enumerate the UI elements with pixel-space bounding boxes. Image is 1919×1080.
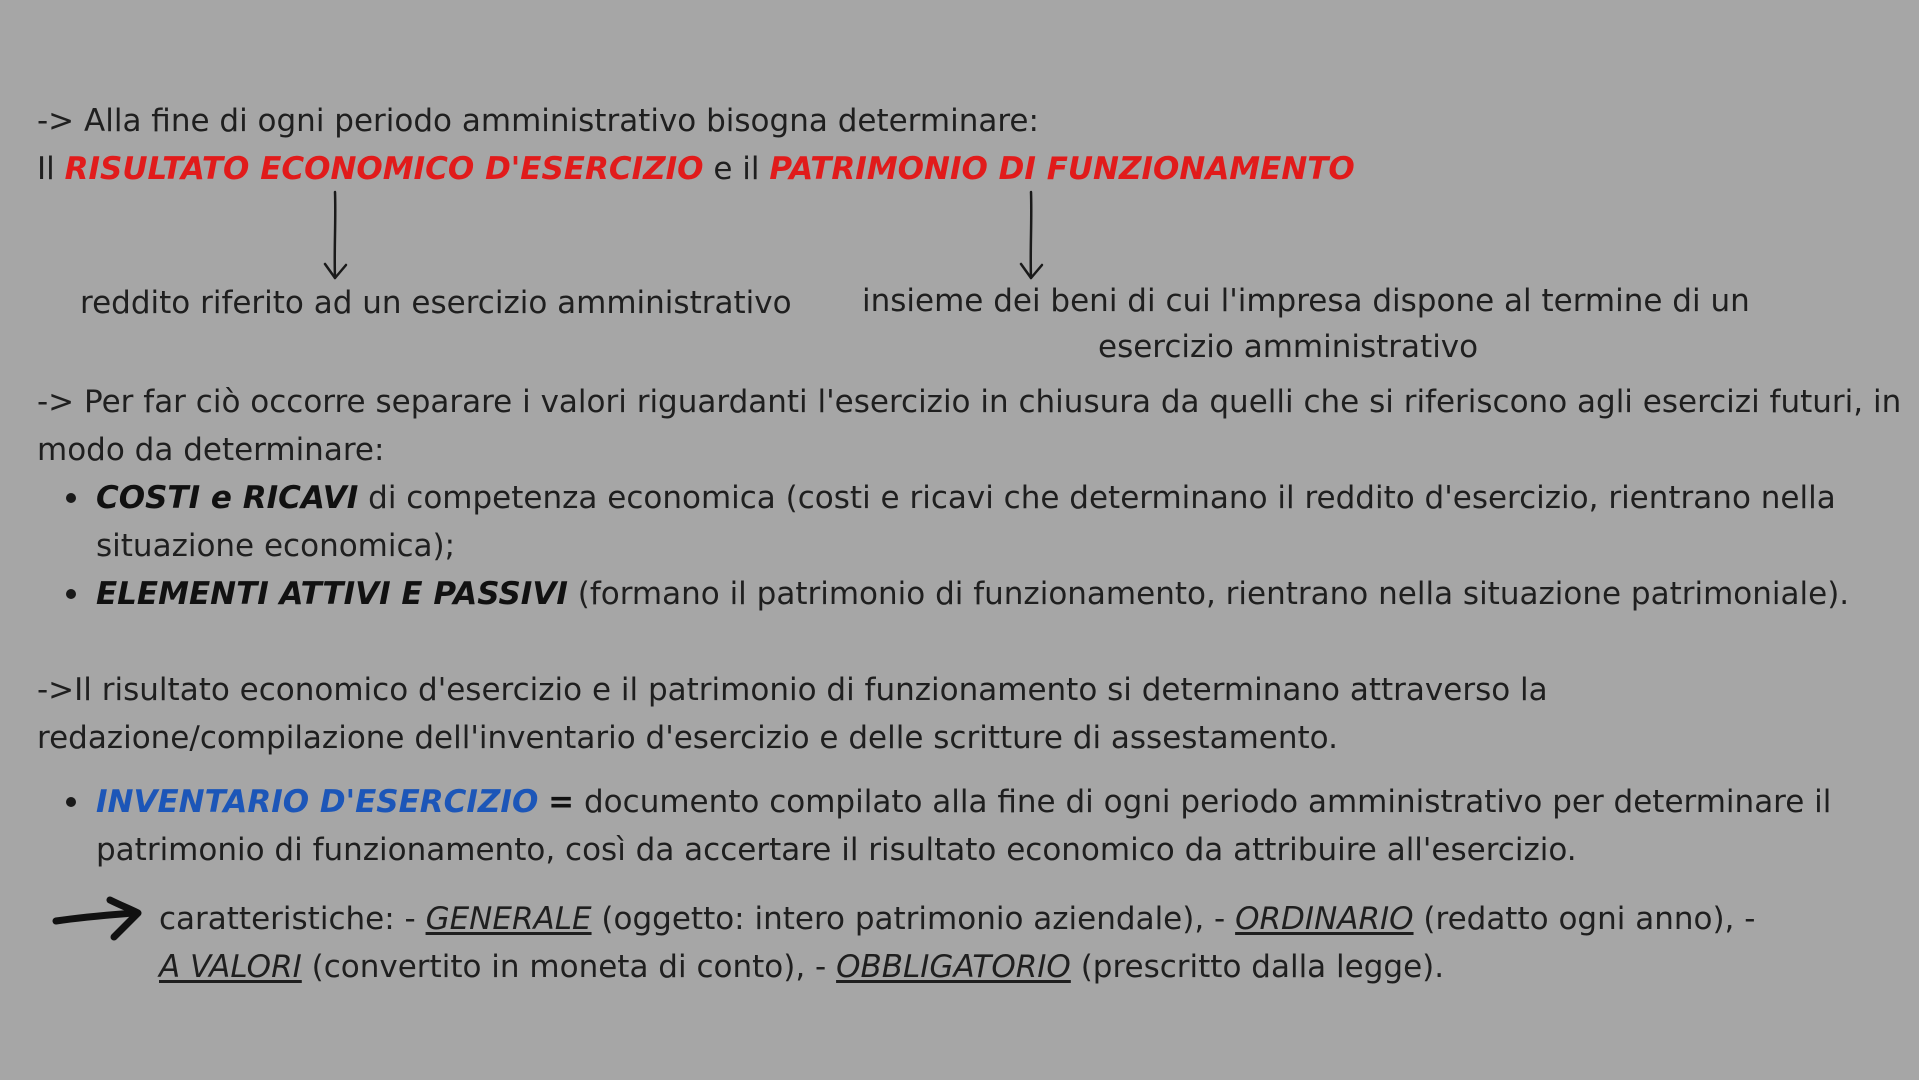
term-generale: GENERALE [425, 901, 592, 937]
bullet-elementi-label: ELEMENTI ATTIVI E PASSIVI [96, 576, 568, 612]
inventario-text2: patrimonio di funzionamento, così da accertare il risultato economico da attribuire all'esercizio. [96, 832, 1577, 868]
bullet-inventario [96, 778, 1831, 826]
definition-insieme-text2: esercizio amministrativo [1098, 329, 1479, 365]
bullet-inventario-cont [96, 826, 1577, 874]
definition-insieme-text1: insieme dei beni di cui l'impresa dispone al termine di un [862, 283, 1750, 319]
intro-terms-line [37, 145, 1355, 193]
caratteristiche-line1 [159, 895, 1755, 943]
separazione-line2 [37, 426, 384, 474]
bullet-elementi [96, 570, 1849, 618]
generale-desc: (oggetto: intero patrimonio aziendale), - [601, 901, 1226, 937]
bullet-costi-label: COSTI e RICAVI [96, 480, 359, 516]
bullet-dot [66, 493, 76, 503]
determinazione-text1: ->Il risultato economico d'esercizio e il patrimonio di funzionamento si determinano attraverso la [37, 672, 1548, 708]
caratteristiche-prefix: caratteristiche: - [159, 901, 416, 937]
term-patrimonio-funzionamento: PATRIMONIO DI FUNZIONAMENTO [769, 151, 1355, 187]
arrow-down-icon [320, 190, 350, 282]
separazione-text1: -> Per far ciò occorre separare i valori riguardanti l'esercizio in chiusura da quelli che si riferiscono agli esercizi futuri, in [37, 384, 1902, 420]
term-inventario-esercizio: INVENTARIO D'ESERCIZIO [96, 784, 539, 820]
definition-insieme-line2 [1098, 323, 1478, 371]
bullet-elementi-text: (formano il patrimonio di funzionamento, rientrano nella situazione patrimoniale). [577, 576, 1850, 612]
bullet-costi-text2: situazione economica); [96, 528, 456, 564]
definition-insieme-line1 [862, 277, 1750, 325]
bullet-dot [66, 797, 76, 807]
separazione-line1 [37, 378, 1901, 426]
intro-e-il: e il [713, 151, 760, 187]
inventario-text1: documento compilato alla fine di ogni periodo amministrativo per determinare il [584, 784, 1832, 820]
valori-desc: (convertito in moneta di conto), - [311, 949, 827, 985]
arrow-right-icon [52, 895, 144, 943]
definition-reddito [80, 279, 792, 327]
bullet-costi-ricavi [96, 474, 1836, 522]
intro-text: -> Alla fine di ogni periodo amministrativo bisogna determinare: [37, 103, 1039, 139]
bullet-costi-ricavi-cont [96, 522, 455, 570]
determinazione-line1 [37, 666, 1548, 714]
determinazione-line2 [37, 714, 1338, 762]
term-risultato-economico: RISULTATO ECONOMICO D'ESERCIZIO [64, 151, 704, 187]
determinazione-text2: redazione/compilazione dell'inventario d'esercizio e delle scritture di assestamento. [37, 720, 1338, 756]
definition-reddito-text: reddito riferito ad un esercizio amministrativo [80, 285, 792, 321]
inventario-equals: = [548, 784, 575, 820]
intro-line [37, 97, 1039, 145]
term-a-valori: A VALORI [159, 949, 302, 985]
term-obbligatorio: OBBLIGATORIO [836, 949, 1071, 985]
caratteristiche-line2 [159, 943, 1444, 991]
bullet-costi-text: di competenza economica (costi e ricavi che determinano il reddito d'esercizio, rientrano nella [368, 480, 1836, 516]
ordinario-desc: (redatto ogni anno), - [1423, 901, 1756, 937]
bullet-dot [66, 589, 76, 599]
separazione-text2: modo da determinare: [37, 432, 385, 468]
term-ordinario: ORDINARIO [1235, 901, 1414, 937]
obbligatorio-desc: (prescritto dalla legge). [1080, 949, 1445, 985]
arrow-down-icon [1016, 190, 1046, 282]
intro-il: Il [37, 151, 55, 187]
